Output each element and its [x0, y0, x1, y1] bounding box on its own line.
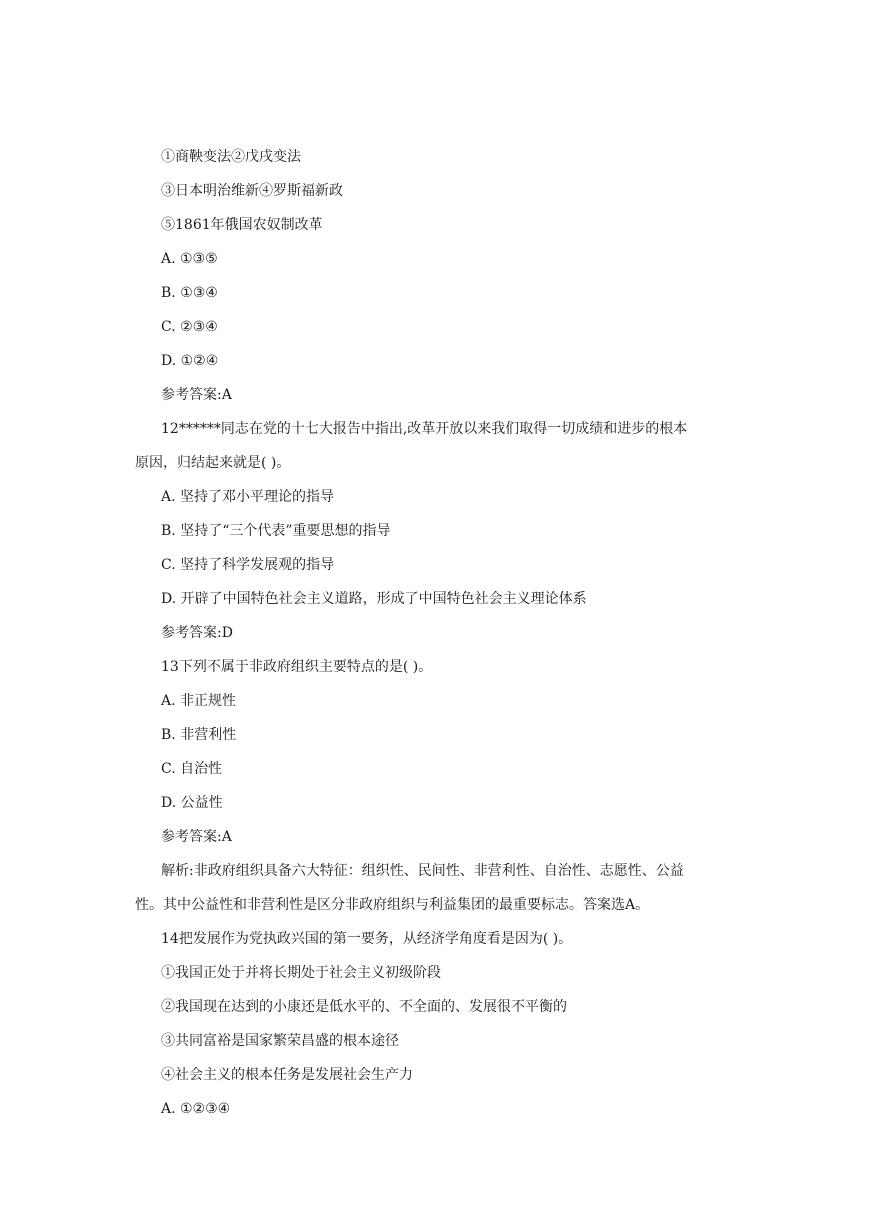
- text-line: ①商鞅变法②戊戌变法: [161, 149, 301, 165]
- explanation-line: 性。其中公益性和非营利性是区分非政府组织与利益集团的最重要标志。答案选A。: [135, 897, 650, 913]
- option-line: C. 自治性: [161, 761, 223, 777]
- text-line: ⑤1861年俄国农奴制改革: [161, 217, 323, 233]
- text-line: ②我国现在达到的小康还是低水平的、不全面的、发展很不平衡的: [161, 999, 567, 1015]
- text-line: ③日本明治维新④罗斯福新政: [161, 183, 343, 199]
- explanation-line: 解析:非政府组织具备六大特征：组织性、民间性、非营利性、自治性、志愿性、公益: [161, 863, 684, 879]
- option-line: A. 坚持了邓小平理论的指导: [161, 489, 335, 505]
- option-line: A. ①③⑤: [161, 251, 218, 267]
- text-line: ④社会主义的根本任务是发展社会生产力: [161, 1067, 413, 1083]
- option-line: C. ②③④: [161, 319, 218, 335]
- text-line: ③共同富裕是国家繁荣昌盛的根本途径: [161, 1033, 399, 1049]
- option-line: B. ①③④: [161, 285, 218, 301]
- option-line: B. 坚持了“三个代表”重要思想的指导: [161, 523, 391, 539]
- option-line: D. ①②④: [161, 353, 219, 369]
- answer-line: 参考答案:A: [161, 387, 232, 403]
- option-line: D. 开辟了中国特色社会主义道路，形成了中国特色社会主义理论体系: [161, 591, 587, 607]
- option-line: C. 坚持了科学发展观的指导: [161, 557, 335, 573]
- option-line: A. 非正规性: [161, 693, 237, 709]
- question-line: 13下列不属于非政府组织主要特点的是( )。: [161, 659, 433, 675]
- option-line: B. 非营利性: [161, 727, 237, 743]
- answer-line: 参考答案:A: [161, 829, 232, 845]
- answer-line: 参考答案:D: [161, 625, 233, 641]
- option-line: A. ①②③④: [161, 1101, 231, 1117]
- question-line: 原因，归结起来就是( )。: [135, 455, 291, 471]
- option-line: D. 公益性: [161, 795, 223, 811]
- question-line: 14把发展作为党执政兴国的第一要务，从经济学角度看是因为( )。: [161, 931, 573, 947]
- question-line: 12******同志在党的十七大报告中指出,改革开放以来我们取得一切成绩和进步的根本: [161, 421, 688, 437]
- text-line: ①我国正处于并将长期处于社会主义初级阶段: [161, 965, 441, 981]
